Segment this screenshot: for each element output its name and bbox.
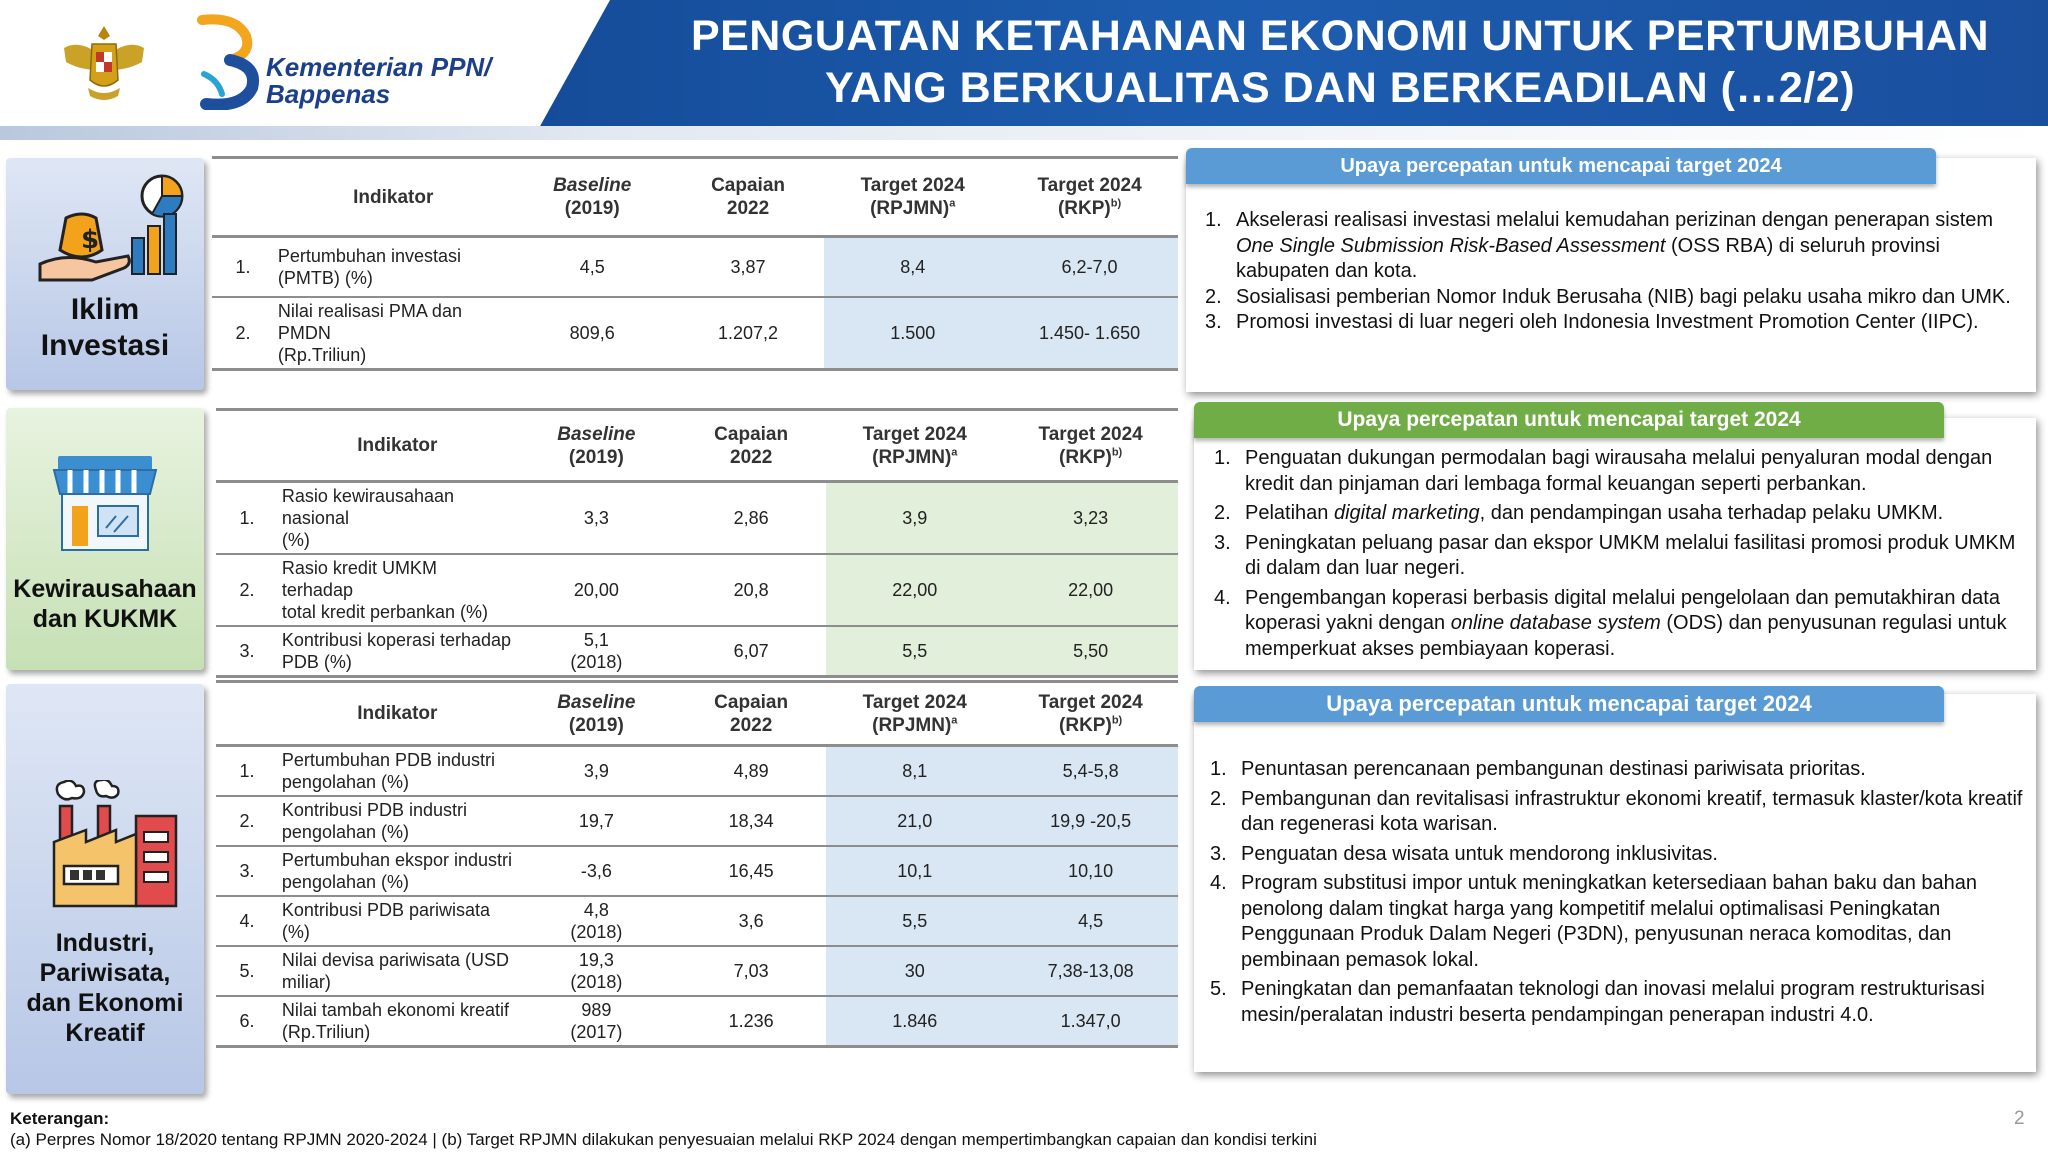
header-target-rpjmn bbox=[824, 158, 1001, 237]
list-item bbox=[1210, 757, 2026, 783]
row-capaian: 16,45 bbox=[676, 846, 826, 896]
row-capaian: 3,6 bbox=[676, 896, 826, 946]
row-baseline-value: 4,5 bbox=[579, 256, 605, 277]
row-indikator-line2: (Rp.Triliun) bbox=[281, 1022, 371, 1042]
row-target-rpjmn: 22,00 bbox=[826, 554, 1003, 626]
header-target-rkp bbox=[1003, 682, 1178, 746]
header-capaian bbox=[676, 682, 826, 746]
row-capaian: 6,07 bbox=[676, 626, 826, 677]
header-target-rpjmn-sup: a bbox=[951, 714, 958, 727]
row-target-rkp: 10,10 bbox=[1003, 846, 1178, 896]
header-target-rpjmn-sub: (RPJMN) bbox=[872, 446, 952, 468]
panel-upaya-industri-title: Upaya percepatan untuk mencapai target 2024 bbox=[1194, 686, 1944, 722]
row-indikator-line1: Nilai realisasi PMA dan PMDN bbox=[277, 300, 462, 343]
row-indikator bbox=[278, 482, 517, 555]
header-target-rkp-sup: b) bbox=[1110, 197, 1122, 210]
row-indikator-line2: miliar) bbox=[281, 972, 331, 992]
row-capaian: 7,03 bbox=[676, 946, 826, 996]
page-title-line2: YANG BERKUALITAS DAN BERKEADILAN (…2/2) bbox=[824, 64, 1856, 112]
list-item-text: Pelatihan bbox=[1245, 502, 1334, 524]
row-capaian: 4,89 bbox=[676, 746, 826, 797]
row-indikator bbox=[278, 896, 517, 946]
row-baseline bbox=[517, 796, 676, 846]
header-capaian-year: 2022 bbox=[730, 446, 773, 468]
row-indikator-line2: PDB (%) bbox=[281, 652, 352, 672]
row-indikator bbox=[278, 796, 517, 846]
footnote-text: (a) Perpres Nomor 18/2020 tentang RPJMN 2020-2024 | (b) Target RPJMN dilakukan penyesuaian melalui RKP 2024 dengan mempertimbangkan capaian dan kondisi terkini bbox=[10, 1130, 1317, 1149]
row-target-rpjmn: 8,1 bbox=[826, 746, 1003, 797]
table-header-row bbox=[212, 158, 1178, 237]
row-indikator-line2: (%) bbox=[281, 530, 310, 550]
card-label-3c: dan Ekonomi bbox=[26, 989, 184, 1017]
row-indikator bbox=[274, 237, 513, 297]
row-baseline-year: (2018) bbox=[570, 652, 623, 672]
list-item-number: 2. bbox=[1214, 502, 1231, 524]
row-indikator bbox=[274, 297, 513, 370]
table-row bbox=[212, 297, 1178, 370]
row-target-rpjmn: 10,1 bbox=[826, 846, 1003, 896]
header-capaian bbox=[676, 410, 826, 482]
row-indikator-line1: Kontribusi koperasi terhadap bbox=[281, 630, 512, 650]
row-target-rpjmn: 5,5 bbox=[826, 626, 1003, 677]
row-baseline bbox=[517, 626, 676, 677]
card-label-2a: Kewirausahaan bbox=[13, 575, 197, 603]
row-target-rkp: 5,50 bbox=[1003, 626, 1178, 677]
list-item-text: Promosi investasi di luar negeri oleh Indonesia Investment Promotion Center (IIPC). bbox=[1236, 311, 1979, 333]
row-baseline-value: 20,00 bbox=[573, 580, 619, 600]
list-item bbox=[1210, 842, 2026, 868]
row-baseline bbox=[517, 996, 676, 1047]
row-number: 6. bbox=[216, 996, 278, 1047]
header-indikator: Indikator bbox=[357, 703, 438, 724]
header-capaian-label: Capaian bbox=[714, 691, 789, 713]
row-number: 1. bbox=[216, 482, 278, 555]
row-target-rpjmn: 5,5 bbox=[826, 896, 1003, 946]
header-target-rkp bbox=[1001, 158, 1178, 237]
row-number: 4. bbox=[216, 896, 278, 946]
header-capaian-label: Capaian bbox=[711, 175, 785, 196]
header-target-rkp-label: Target 2024 bbox=[1038, 423, 1143, 445]
header-baseline-label: Baseline bbox=[557, 691, 636, 713]
list-item bbox=[1205, 285, 2025, 311]
row-baseline-year: (2018) bbox=[570, 972, 623, 992]
shop-storefront-icon bbox=[50, 454, 160, 554]
row-target-rkp: 5,4-5,8 bbox=[1003, 746, 1178, 797]
row-target-rkp: 1.450- 1.650 bbox=[1001, 297, 1178, 370]
org-name bbox=[266, 54, 491, 108]
row-baseline-value: 989 bbox=[581, 1000, 612, 1020]
header-no bbox=[216, 682, 278, 746]
table-header-row bbox=[216, 410, 1178, 482]
row-baseline bbox=[517, 946, 676, 996]
list-item bbox=[1214, 501, 2026, 527]
row-indikator bbox=[278, 626, 517, 677]
row-baseline-value: -3,6 bbox=[580, 861, 612, 881]
table-row bbox=[216, 796, 1178, 846]
org-name-line1: Kementerian PPN/ bbox=[266, 52, 492, 82]
card-label-1b: Investasi bbox=[40, 329, 170, 362]
row-baseline-value: 19,7 bbox=[578, 811, 614, 831]
row-target-rkp: 4,5 bbox=[1003, 896, 1178, 946]
card-label-3b: Pariwisata, bbox=[39, 959, 171, 987]
header-baseline-label: Baseline bbox=[553, 175, 632, 196]
header-baseline-label: Baseline bbox=[557, 423, 636, 445]
row-baseline bbox=[513, 297, 672, 370]
row-target-rpjmn: 1.846 bbox=[826, 996, 1003, 1047]
row-capaian: 3,87 bbox=[672, 237, 825, 297]
list-item-number: 2. bbox=[1210, 787, 1227, 810]
list-item-number: 1. bbox=[1205, 209, 1222, 231]
header-target-rkp-sup: b) bbox=[1111, 446, 1123, 459]
card-kewirausahaan bbox=[6, 408, 204, 670]
investment-money-chart-icon bbox=[36, 166, 186, 286]
row-target-rkp: 19,9 -20,5 bbox=[1003, 796, 1178, 846]
row-indikator-line1: Nilai devisa pariwisata (USD bbox=[281, 950, 509, 970]
row-number: 3. bbox=[216, 626, 278, 677]
list-item bbox=[1210, 977, 2026, 1028]
row-capaian: 2,86 bbox=[676, 482, 826, 555]
panel-upaya-investasi-list bbox=[1205, 208, 2025, 336]
row-number: 1. bbox=[212, 237, 274, 297]
row-baseline bbox=[517, 896, 676, 946]
row-indikator-line1: Rasio kewirausahaan nasional bbox=[281, 486, 455, 528]
panel-upaya-kewirausahaan-title: Upaya percepatan untuk mencapai target 2024 bbox=[1194, 402, 1944, 438]
list-item-text-end: (OSS RBA) di seluruh provinsi kabupaten dan kota. bbox=[1236, 234, 1940, 282]
panel-upaya-investasi-title: Upaya percepatan untuk mencapai target 2024 bbox=[1186, 148, 1936, 184]
row-capaian: 1.207,2 bbox=[672, 297, 825, 370]
list-item bbox=[1214, 531, 2026, 582]
row-capaian: 1.236 bbox=[676, 996, 826, 1047]
header-target-rpjmn bbox=[826, 410, 1003, 482]
row-indikator bbox=[278, 746, 517, 797]
row-indikator-line2: pengolahan (%) bbox=[281, 772, 409, 792]
table-header-row bbox=[216, 682, 1178, 746]
row-indikator-line1: Pertumbuhan investasi bbox=[277, 245, 461, 266]
table-row bbox=[216, 846, 1178, 896]
list-item bbox=[1210, 871, 2026, 973]
row-indikator-line2: (Rp.Triliun) bbox=[277, 344, 367, 365]
row-target-rpjmn: 21,0 bbox=[826, 796, 1003, 846]
list-item bbox=[1214, 446, 2026, 497]
factory-icon bbox=[50, 780, 184, 910]
row-baseline bbox=[517, 746, 676, 797]
header-target-rpjmn-sub: (RPJMN) bbox=[872, 714, 952, 736]
row-target-rkp: 6,2-7,0 bbox=[1001, 237, 1178, 297]
header-capaian-year: 2022 bbox=[730, 714, 773, 736]
row-indikator-line1: Pertumbuhan PDB industri bbox=[281, 750, 496, 770]
row-baseline-value: 3,9 bbox=[583, 761, 609, 781]
list-item bbox=[1205, 310, 2025, 336]
row-indikator-line1: Nilai tambah ekonomi kreatif bbox=[281, 1000, 510, 1020]
header-target-rkp-sub: (RKP) bbox=[1057, 198, 1111, 219]
list-item bbox=[1214, 586, 2026, 663]
row-baseline-year: (2017) bbox=[570, 1022, 623, 1042]
table-row bbox=[216, 946, 1178, 996]
panel-upaya-kewirausahaan-list bbox=[1214, 446, 2026, 662]
footnote bbox=[10, 1108, 1317, 1150]
row-baseline bbox=[517, 482, 676, 555]
header-target-rkp-label: Target 2024 bbox=[1038, 691, 1143, 713]
header-no bbox=[212, 158, 274, 237]
row-indikator-line2: (PMTB) (%) bbox=[277, 267, 373, 288]
row-number: 3. bbox=[216, 846, 278, 896]
table-row bbox=[216, 482, 1178, 555]
table-industri-pariwisata bbox=[216, 680, 1178, 1048]
table-row bbox=[216, 746, 1178, 797]
list-item-text: Peningkatan peluang pasar dan ekspor UMKM melalui fasilitasi promosi produk UMKM di dalam dan luar negeri. bbox=[1245, 531, 2016, 579]
header-target-rpjmn-sub: (RPJMN) bbox=[870, 198, 950, 219]
row-indikator-line2: total kredit perbankan (%) bbox=[281, 602, 489, 622]
row-indikator-line2: pengolahan (%) bbox=[281, 872, 409, 892]
header-target-rpjmn-label: Target 2024 bbox=[860, 175, 965, 196]
row-number: 1. bbox=[216, 746, 278, 797]
header-target-rkp-sub: (RKP) bbox=[1059, 446, 1112, 468]
list-item-number: 5. bbox=[1210, 978, 1227, 1000]
page-title bbox=[640, 10, 2040, 114]
row-baseline-value: 809,6 bbox=[569, 322, 615, 343]
header-indikator: Indikator bbox=[357, 435, 438, 456]
garuda-emblem-icon bbox=[58, 18, 150, 110]
row-baseline bbox=[517, 846, 676, 896]
row-target-rpjmn: 3,9 bbox=[826, 482, 1003, 555]
table-row bbox=[216, 896, 1178, 946]
header-target-rpjmn-label: Target 2024 bbox=[862, 423, 967, 445]
table-row bbox=[216, 554, 1178, 626]
card-iklim-investasi bbox=[6, 158, 204, 390]
page-title-line1: PENGUATAN KETAHANAN EKONOMI UNTUK PERTUMBUHAN bbox=[690, 12, 1990, 60]
row-target-rkp: 22,00 bbox=[1003, 554, 1178, 626]
row-indikator bbox=[278, 846, 517, 896]
list-item-text: Pembangunan dan revitalisasi infrastruktur ekonomi kreatif, termasuk klaster/kota kreatif dan regenerasi kota warisan. bbox=[1241, 787, 2023, 835]
panel-upaya-industri-list bbox=[1210, 757, 2026, 1028]
card-label-1a: Iklim bbox=[70, 293, 140, 326]
list-item-text: Penuntasan perencanaan pembangunan destinasi pariwisata prioritas. bbox=[1241, 758, 1866, 780]
header-capaian-year: 2022 bbox=[726, 198, 770, 219]
table-row bbox=[216, 626, 1178, 677]
row-number: 5. bbox=[216, 946, 278, 996]
header-target-rkp-sub: (RKP) bbox=[1059, 714, 1112, 736]
list-item-text: Pengembangan koperasi berbasis digital melalui pengelolaan dan pemutakhiran data koperasi yakni dengan bbox=[1245, 586, 2000, 634]
list-item-italic: online database system bbox=[1450, 612, 1661, 634]
row-baseline bbox=[513, 237, 672, 297]
header-target-rkp-label: Target 2024 bbox=[1037, 175, 1142, 196]
header-baseline bbox=[513, 158, 672, 237]
row-target-rkp: 1.347,0 bbox=[1003, 996, 1178, 1047]
header-target-rpjmn bbox=[826, 682, 1003, 746]
card-label-3a: Industri, bbox=[55, 929, 155, 957]
card-industri-pariwisata bbox=[6, 684, 204, 1094]
row-baseline-value: 19,3 bbox=[578, 950, 614, 970]
header-capaian-label: Capaian bbox=[714, 423, 789, 445]
list-item-number: 2. bbox=[1205, 285, 1222, 308]
header-no bbox=[216, 410, 278, 482]
row-indikator-line1: Pertumbuhan ekspor industri bbox=[281, 850, 513, 870]
row-capaian: 20,8 bbox=[676, 554, 826, 626]
row-baseline-value: 4,8 bbox=[583, 900, 609, 920]
header-baseline bbox=[517, 682, 676, 746]
card-label-2b: dan KUKMK bbox=[32, 605, 178, 633]
list-item-number: 3. bbox=[1205, 311, 1222, 333]
row-target-rkp: 3,23 bbox=[1003, 482, 1178, 555]
header-target-rpjmn-sup: a bbox=[949, 197, 956, 210]
header-target-rkp-sup: b) bbox=[1111, 714, 1123, 727]
row-number: 2. bbox=[216, 554, 278, 626]
list-item-text: Penguatan dukungan permodalan bagi wirausaha melalui penyaluran modal dengan kredit dan pinjaman dari lembaga formal keuangan seperti perbankan. bbox=[1245, 447, 1993, 495]
row-indikator-line1: Rasio kredit UMKM terhadap bbox=[281, 558, 437, 600]
row-indikator-line1: Kontribusi PDB pariwisata (%) bbox=[281, 900, 490, 942]
header-baseline bbox=[517, 410, 676, 482]
svg-text:$: $ bbox=[81, 225, 100, 255]
list-item-text: Penguatan desa wisata untuk mendorong inklusivitas. bbox=[1241, 842, 1718, 865]
org-name-line2: Bappenas bbox=[266, 79, 391, 109]
header-indikator: Indikator bbox=[353, 186, 434, 208]
table-row bbox=[216, 996, 1178, 1047]
row-indikator-line1: Kontribusi PDB industri bbox=[281, 800, 467, 820]
page-number: 2 bbox=[2014, 1108, 2025, 1129]
list-item-text: Program substitusi impor untuk meningkatkan ketersediaan bahan baku dan bahan penolong dalam tingkat harga yang kompetitif melalui optimalisasi Peningkatan Penggunaan Produk Dalam Negeri (P3DN), penyusunan neraca komoditas, dan pembinaan pemasok lokal. bbox=[1241, 872, 1978, 971]
row-baseline-value: 5,1 bbox=[583, 630, 609, 650]
row-baseline bbox=[517, 554, 676, 626]
header-target-rkp bbox=[1003, 410, 1178, 482]
row-indikator-line2: pengolahan (%) bbox=[281, 822, 409, 842]
list-item-number: 1. bbox=[1214, 447, 1231, 469]
header-stripe bbox=[0, 126, 2048, 140]
list-item-text: Akselerasi realisasi investasi melalui kemudahan perizinan dengan penerapan sistem bbox=[1236, 209, 1994, 231]
row-number: 2. bbox=[212, 297, 274, 370]
list-item bbox=[1205, 208, 2025, 285]
header-target-rpjmn-sup: a bbox=[951, 446, 958, 459]
row-indikator bbox=[278, 946, 517, 996]
row-indikator bbox=[278, 554, 517, 626]
card-label-3d: Kreatif bbox=[65, 1019, 145, 1047]
row-indikator bbox=[278, 996, 517, 1047]
table-kewirausahaan bbox=[216, 408, 1178, 678]
header-baseline-year: (2019) bbox=[568, 446, 624, 468]
list-item-number: 1. bbox=[1210, 758, 1227, 780]
list-item-number: 4. bbox=[1214, 586, 1231, 609]
row-baseline-value: 3,3 bbox=[583, 508, 609, 528]
list-item-number: 3. bbox=[1210, 842, 1227, 865]
list-item bbox=[1210, 787, 2026, 838]
footnote-label: Keterangan: bbox=[10, 1109, 110, 1128]
list-item-number: 4. bbox=[1210, 872, 1227, 894]
header-baseline-year: (2019) bbox=[568, 714, 624, 736]
row-number: 2. bbox=[216, 796, 278, 846]
table-iklim-investasi bbox=[212, 156, 1178, 371]
row-target-rpjmn: 30 bbox=[826, 946, 1003, 996]
list-item-text-end: (ODS) dan penyusunan regulasi untuk memperkuat akses pembiayaan koperasi. bbox=[1245, 612, 2007, 660]
list-item-italic: digital marketing bbox=[1333, 502, 1480, 524]
header-target-rpjmn-label: Target 2024 bbox=[862, 691, 967, 713]
list-item-text-end: , dan pendampingan usaha terhadap pelaku UMKM. bbox=[1479, 502, 1944, 524]
header-capaian bbox=[672, 158, 825, 237]
list-item-text: Sosialisasi pemberian Nomor Induk Berusaha (NIB) bagi pelaku usaha mikro dan UMK. bbox=[1236, 285, 2011, 308]
list-item-number: 3. bbox=[1214, 531, 1231, 554]
table-row bbox=[212, 237, 1178, 297]
row-target-rpjmn: 8,4 bbox=[824, 237, 1001, 297]
row-target-rpjmn: 1.500 bbox=[824, 297, 1001, 370]
row-target-rkp: 7,38-13,08 bbox=[1003, 946, 1178, 996]
list-item-italic: One Single Submission Risk-Based Assessment bbox=[1236, 234, 1666, 257]
header-baseline-year: (2019) bbox=[564, 198, 620, 219]
row-baseline-year: (2018) bbox=[570, 922, 623, 942]
list-item-text: Peningkatan dan pemanfaatan teknologi dan inovasi melalui program restrukturisasi mesin/peralatan industri beserta pendampingan penerapan industri 4.0. bbox=[1241, 978, 1985, 1026]
row-capaian: 18,34 bbox=[676, 796, 826, 846]
bappenas-logo-icon bbox=[196, 14, 266, 110]
